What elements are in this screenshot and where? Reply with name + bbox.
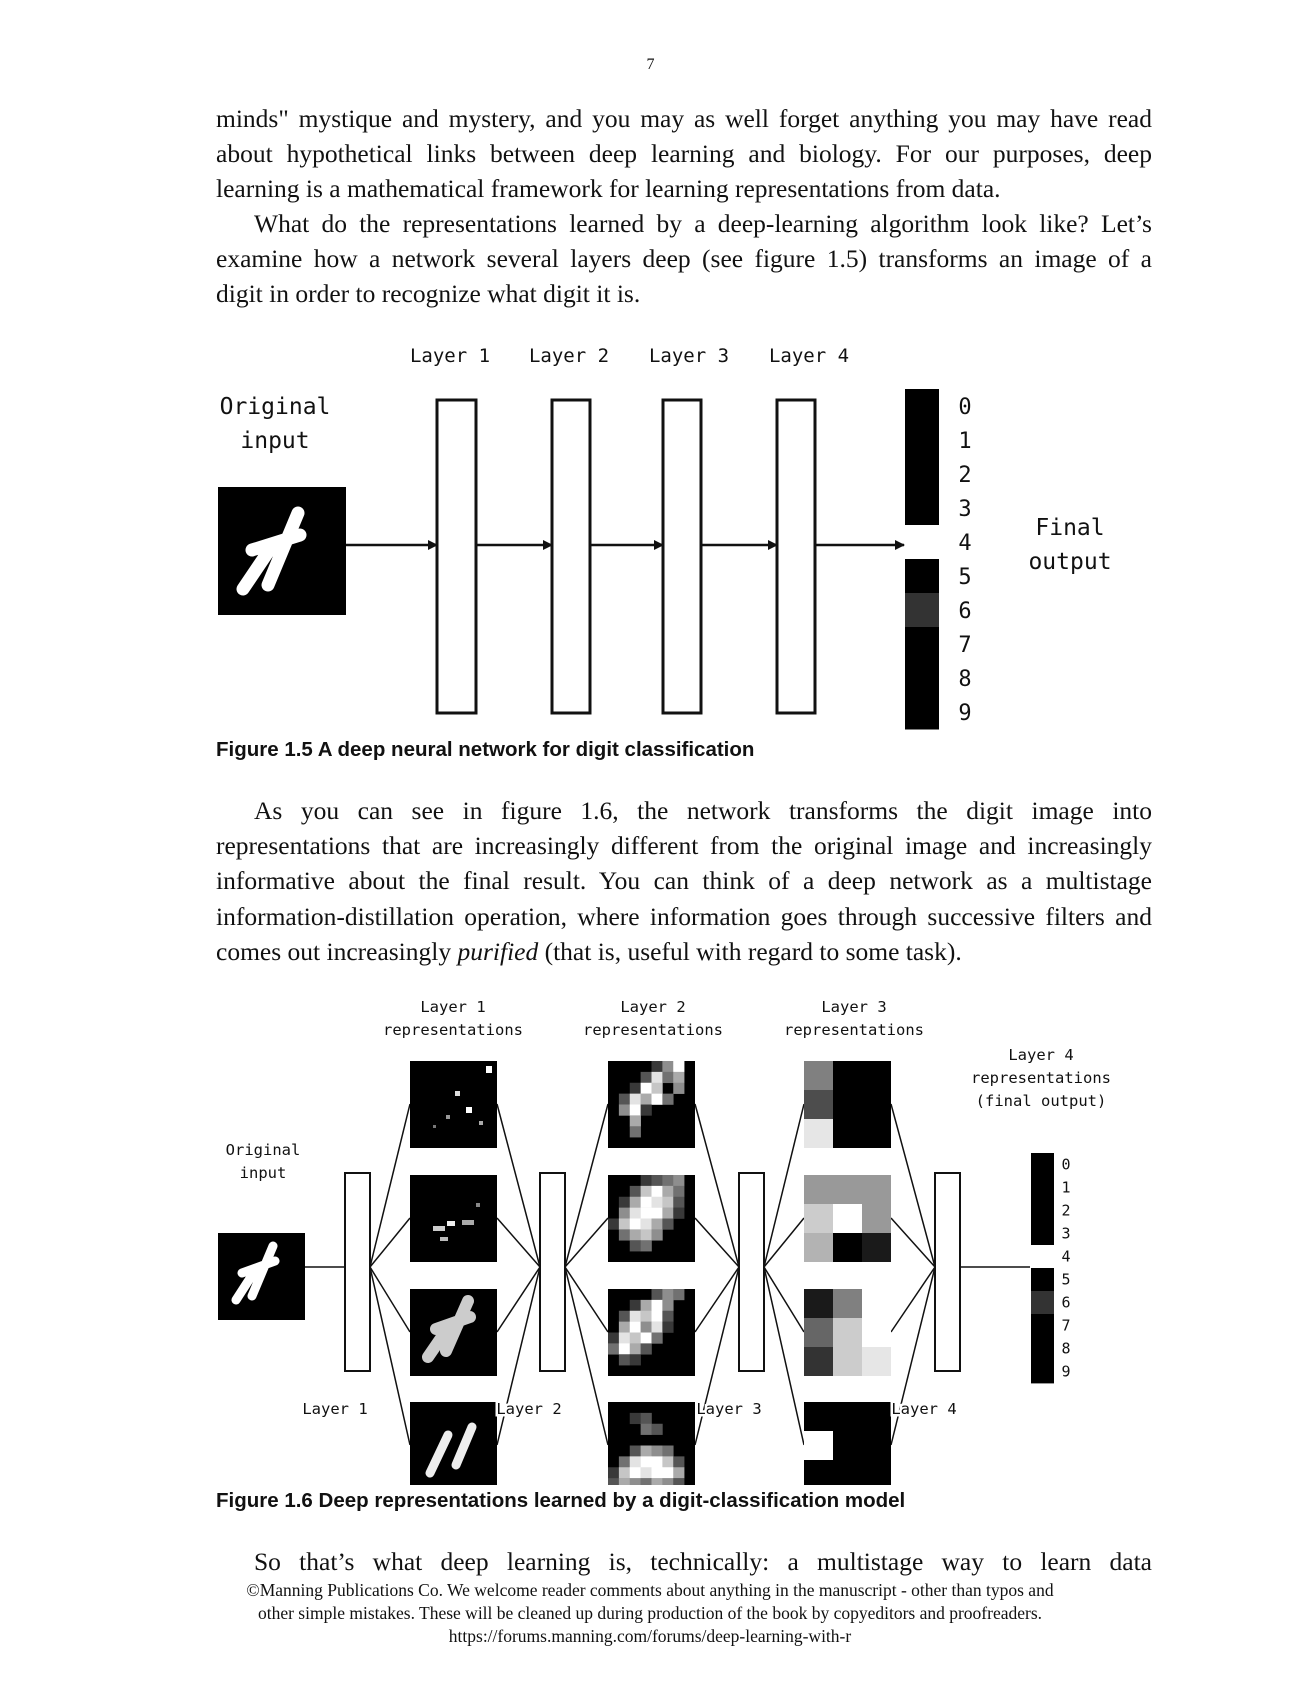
rep-label: Layer 3 (821, 998, 887, 1016)
footer-url[interactable]: https://forums.manning.com/forums/deep-learning-with-r (448, 1626, 852, 1646)
text-fragment: comes out increasingly (216, 936, 458, 966)
layer-box (345, 1173, 370, 1371)
input-label: input (240, 428, 310, 454)
digit-label: 4 (1061, 1247, 1071, 1266)
layer-box (437, 400, 476, 713)
rep-label: Layer 1 (420, 998, 486, 1016)
output-cell (905, 559, 939, 594)
rep-label: representations (583, 1021, 723, 1039)
paragraph-3 (216, 793, 1152, 969)
layer-box (777, 400, 815, 713)
rep-label: Layer 2 (620, 998, 686, 1016)
digit-label: 6 (958, 599, 972, 624)
output-activation-column (905, 389, 939, 730)
output-cell (1031, 1176, 1054, 1199)
output-cell (1031, 1291, 1054, 1314)
text-line: information-distillation operation, where information goes through successive filters and (216, 901, 1152, 931)
text-line: informative about the final result. You can think of a deep network as a multistage (216, 866, 1152, 896)
output-label: Final (1035, 515, 1105, 541)
digit-label: 1 (958, 429, 972, 454)
layer-label: Layer 2 (496, 1400, 562, 1418)
rep-label: representations (383, 1021, 523, 1039)
text-line: As you can see in figure 1.6, the network transforms the digit image into (254, 796, 1152, 825)
final-rep-label: (final output) (975, 1092, 1107, 1110)
connection-line (497, 1267, 540, 1445)
connection-lines (370, 1104, 935, 1445)
layer-1-rep-1 (410, 1061, 497, 1148)
text-line: So that’s what deep learning is, technically: a multistage way to learn data (254, 1547, 1152, 1576)
text-fragment: (that is, useful with regard to some task). (538, 936, 962, 966)
digit-label: 0 (1061, 1155, 1071, 1174)
digit-label: 8 (1061, 1339, 1071, 1358)
layer-label: Layer 4 (768, 345, 850, 367)
paragraph-4 (216, 1544, 1152, 1579)
final-rep-label: representations (971, 1069, 1111, 1087)
layer-1-rep-3 (410, 1289, 497, 1376)
layer-box (935, 1173, 960, 1371)
figure-1-6-caption: Figure 1.6 Deep representations learned by a digit-classification model (216, 1489, 906, 1512)
layer-label: Layer 2 (528, 345, 610, 367)
output-cell (905, 457, 939, 492)
digit-label: 2 (958, 463, 972, 488)
layer-2-representations (608, 1061, 695, 1485)
layer-3-rep (804, 1175, 891, 1262)
connection-line (565, 1267, 608, 1332)
output-label: output (1028, 549, 1112, 575)
paragraph-2 (216, 206, 1152, 312)
digit-label: 2 (1061, 1201, 1071, 1220)
layer-3-representations (804, 1061, 891, 1485)
output-cell (905, 593, 939, 628)
output-digit-labels (1061, 1156, 1070, 1381)
rep-label: representations (784, 1021, 924, 1039)
text-line: digit in order to recognize what digit it is. (216, 279, 641, 309)
layer-label: Layer 1 (409, 345, 491, 367)
connection-line (891, 1267, 935, 1332)
layer-box (540, 1173, 565, 1371)
output-cell (905, 627, 939, 662)
digit-label: 3 (1061, 1224, 1071, 1243)
connection-line (497, 1267, 540, 1332)
connection-line (370, 1267, 410, 1445)
output-cell (1031, 1153, 1054, 1176)
digit-label: 4 (958, 531, 972, 556)
output-cell (905, 389, 939, 424)
digit-label: 0 (958, 395, 972, 420)
layer-3-rep (804, 1289, 891, 1376)
layer-2-rep (608, 1402, 695, 1485)
layer-label: Layer 1 (302, 1400, 368, 1418)
layer-label: Layer 3 (696, 1400, 762, 1418)
layer-1-rep-4 (410, 1402, 497, 1485)
output-cell (905, 525, 939, 560)
output-cell (1031, 1222, 1054, 1245)
layer-1-rep-2 (410, 1175, 497, 1262)
layer-box (739, 1173, 764, 1371)
output-cell (905, 661, 939, 696)
digit-label: 9 (958, 701, 972, 726)
text-line: What do the representations learned by a deep-learning algorithm look like? Let’s (254, 209, 1152, 238)
footer-line: other simple mistakes. These will be cleaned up during production of the book by copyeditors and proofreaders. (257, 1603, 1043, 1623)
layer-box (663, 400, 701, 713)
layer-3-rep (804, 1061, 891, 1148)
text-line: learning is a mathematical framework for learning representations from data. (216, 174, 1001, 204)
text-line: minds" mystique and mystery, and you may as well forget anything you may have read (216, 104, 1152, 133)
digit-label: 1 (1061, 1178, 1071, 1197)
digit-label: 8 (958, 667, 972, 692)
connection-line (695, 1267, 739, 1332)
connection-line (764, 1267, 804, 1332)
figure-1-5 (200, 335, 1140, 735)
footer-line: ©Manning Publications Co. We welcome reader comments about anything in the manuscript - other than typos and (246, 1580, 1054, 1600)
layer-label: Layer 4 (891, 1400, 957, 1418)
digit-label: 5 (958, 565, 972, 590)
output-cell (1031, 1199, 1054, 1222)
text-line (216, 934, 1152, 969)
connection-line (764, 1267, 804, 1445)
layer-2-rep (608, 1289, 695, 1376)
connection-line (370, 1267, 410, 1332)
output-cell (1031, 1314, 1054, 1337)
output-cell (1031, 1268, 1054, 1291)
output-activation-column (1031, 1153, 1054, 1383)
output-cell (1031, 1245, 1054, 1268)
input-digit-image (218, 487, 346, 615)
input-label: Original (219, 394, 331, 420)
digit-label: 7 (958, 633, 972, 658)
connection-line (891, 1267, 935, 1445)
page-number: 7 (646, 56, 655, 73)
emphasis-purified: purified (457, 936, 539, 966)
layer-2-rep (608, 1061, 695, 1148)
figure-1-6 (200, 995, 1140, 1485)
text-line: representations that are increasingly different from the original image and increasingly (216, 831, 1152, 861)
figure-1-5-caption: Figure 1.5 A deep neural network for digit classification (216, 738, 755, 761)
digit-label: 3 (958, 497, 972, 522)
text-line: examine how a network several layers deep (see figure 1.5) transforms an image of a (216, 244, 1152, 274)
digit-label: 9 (1061, 1362, 1071, 1381)
layer-box (552, 400, 590, 713)
text-line: about hypothetical links between deep learning and biology. For our purposes, deep (216, 139, 1152, 169)
output-cell (1031, 1360, 1054, 1383)
connection-line (565, 1267, 608, 1445)
output-cell (905, 695, 939, 730)
layer-label: Layer 3 (648, 345, 730, 367)
digit-label: 7 (1061, 1316, 1071, 1335)
paragraph-1 (216, 101, 1152, 207)
layer-2-rep (608, 1175, 695, 1262)
digit-label: 6 (1061, 1293, 1071, 1312)
output-cell (905, 491, 939, 526)
final-rep-label: Layer 4 (1008, 1046, 1074, 1064)
input-label: input (239, 1164, 287, 1182)
output-digit-labels (958, 395, 971, 726)
output-cell (905, 423, 939, 458)
input-label: Original (225, 1141, 301, 1159)
layer-3-rep (804, 1402, 891, 1485)
output-cell (1031, 1337, 1054, 1360)
digit-label: 5 (1061, 1270, 1071, 1289)
connection-line (695, 1267, 739, 1445)
footer (180, 1579, 1120, 1648)
input-digit-image (218, 1233, 305, 1320)
